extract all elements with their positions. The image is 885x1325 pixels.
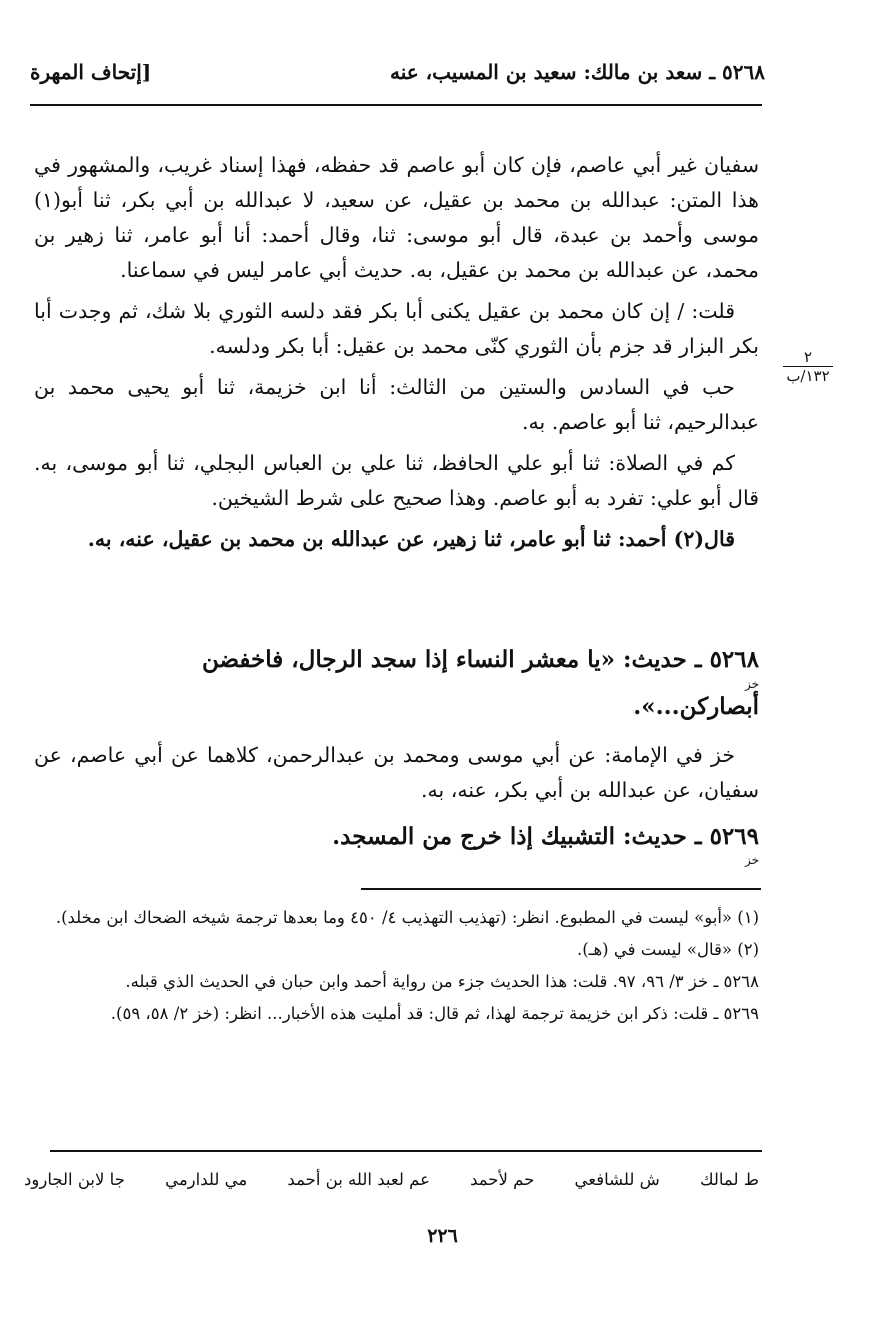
- abbreviation-item: عم لعبد الله بن أحمد: [287, 1170, 430, 1189]
- paragraph-3: حب في السادس والستين من الثالث: أنا ابن خزيمة، ثنا أبو يحيى محمد بن عبدالرحيم، ثنا أبو عاصم. به.: [34, 375, 759, 434]
- margin-folio-note: [783, 348, 833, 385]
- footnotes: [24, 903, 759, 1031]
- running-title: ٥٢٦٨ ـ سعد بن مالك: سعيد بن المسيب، عنه: [390, 60, 765, 84]
- abbreviations-rule: [50, 1150, 762, 1152]
- page-number: ٢٢٦: [427, 1225, 458, 1247]
- paragraph-5: قال(٢) أحمد: ثنا أبو عامر، ثنا زهير، عن عبدالله بن محمد بن عقيل، عنه، به.: [87, 527, 735, 551]
- note-5268: ٥٢٦٨ ـ خز ٣/ ٩٦، ٩٧. قلت: هذا الحديث جزء من رواية أحمد وابن حبان في الحديث الذي قبله.: [125, 972, 759, 991]
- paragraph-1: سفيان غير أبي عاصم، فإن كان أبو عاصم قد حفظه، فهذا إسناد غريب، والمشهور في هذا المتن: عبدالله بن محمد بن عقيل، عن سعيد، لا عبدالله بن أبي بكر، ثنا أبو(١) موسى وأحمد بن عبدة، قال أبو موسى: ثنا، وقال أحمد: أنا أبو عامر، ثنا زهير بن محمد، عن عبدالله بن محمد بن عقيل، به. حديث أبي عامر ليس في سماعنا.: [34, 153, 759, 282]
- note-5269: ٥٢٦٩ ـ قلت: ذكر ابن خزيمة ترجمة لهذا، ثم قال: قد أمليت هذه الأخبار... انظر: (خز ٢/ ٥٨، ٥٩).: [110, 1004, 759, 1023]
- hadith-5269-source-mark: خز: [744, 853, 759, 867]
- margin-folio-bottom: ١٣٢/ب: [786, 367, 830, 385]
- abbreviations-key: [24, 1170, 759, 1189]
- footnote-separator: [361, 888, 761, 890]
- footnote-1: (١) «أبو» ليست في المطبوع. انظر: (تهذيب التهذيب ٤/ ٤٥٠ وما بعدها ترجمة شيخه الضحاك ابن مخلد).: [55, 908, 759, 927]
- abbreviation-item: ط لمالك: [699, 1170, 759, 1189]
- abbreviation-item: حم لأحمد: [470, 1170, 535, 1189]
- paragraph-2: قلت: / إن كان محمد بن عقيل يكنى أبا بكر فقد دلسه الثوري بلا شك، ثم وجدت أبا بكر البزار قد جزم بأن الثوري كنّى محمد بن عقيل: أبا بكر ودلسه.: [34, 299, 759, 358]
- header-rule: [30, 104, 762, 106]
- abbreviation-item: ش للشافعي: [574, 1170, 660, 1189]
- hadith-5268-line2: أبصاركن...».: [633, 693, 759, 720]
- paragraph-4: كم في الصلاة: ثنا أبو علي الحافظ، ثنا علي بن العباس البجلي، ثنا أبو موسى، به. قال أبو علي: تفرد به أبو عاصم. وهذا صحيح على شرط الشيخين.: [34, 451, 759, 510]
- margin-folio-top: ٢: [783, 348, 833, 367]
- hadith-5268-line1: ٥٢٦٨ ـ حديث: «يا معشر النساء إذا سجد الرجال، فاخفضن: [201, 646, 759, 673]
- hadith-5269: ٥٢٦٩ ـ حديث: التشبيك إذا خرج من المسجد.: [332, 823, 759, 850]
- hadith-5268-source-mark: خز: [744, 677, 759, 691]
- hadith-5268: [34, 643, 759, 677]
- main-text-2: [34, 738, 759, 814]
- footnote-2: (٢) «قال» ليست في (هـ).: [576, 940, 759, 959]
- main-text: [34, 148, 759, 563]
- abbreviation-item: جا لابن الجارود: [24, 1170, 125, 1189]
- abbreviation-item: مي للدارمي: [165, 1170, 248, 1189]
- paragraph-6: خز في الإمامة: عن أبي موسى ومحمد بن عبدالرحمن، كلاهما عن أبي عاصم، عن سفيان، عن عبدالله بن أبي بكر، عنه، به.: [34, 743, 759, 802]
- book-title: [إتحاف المهرة: [30, 60, 152, 84]
